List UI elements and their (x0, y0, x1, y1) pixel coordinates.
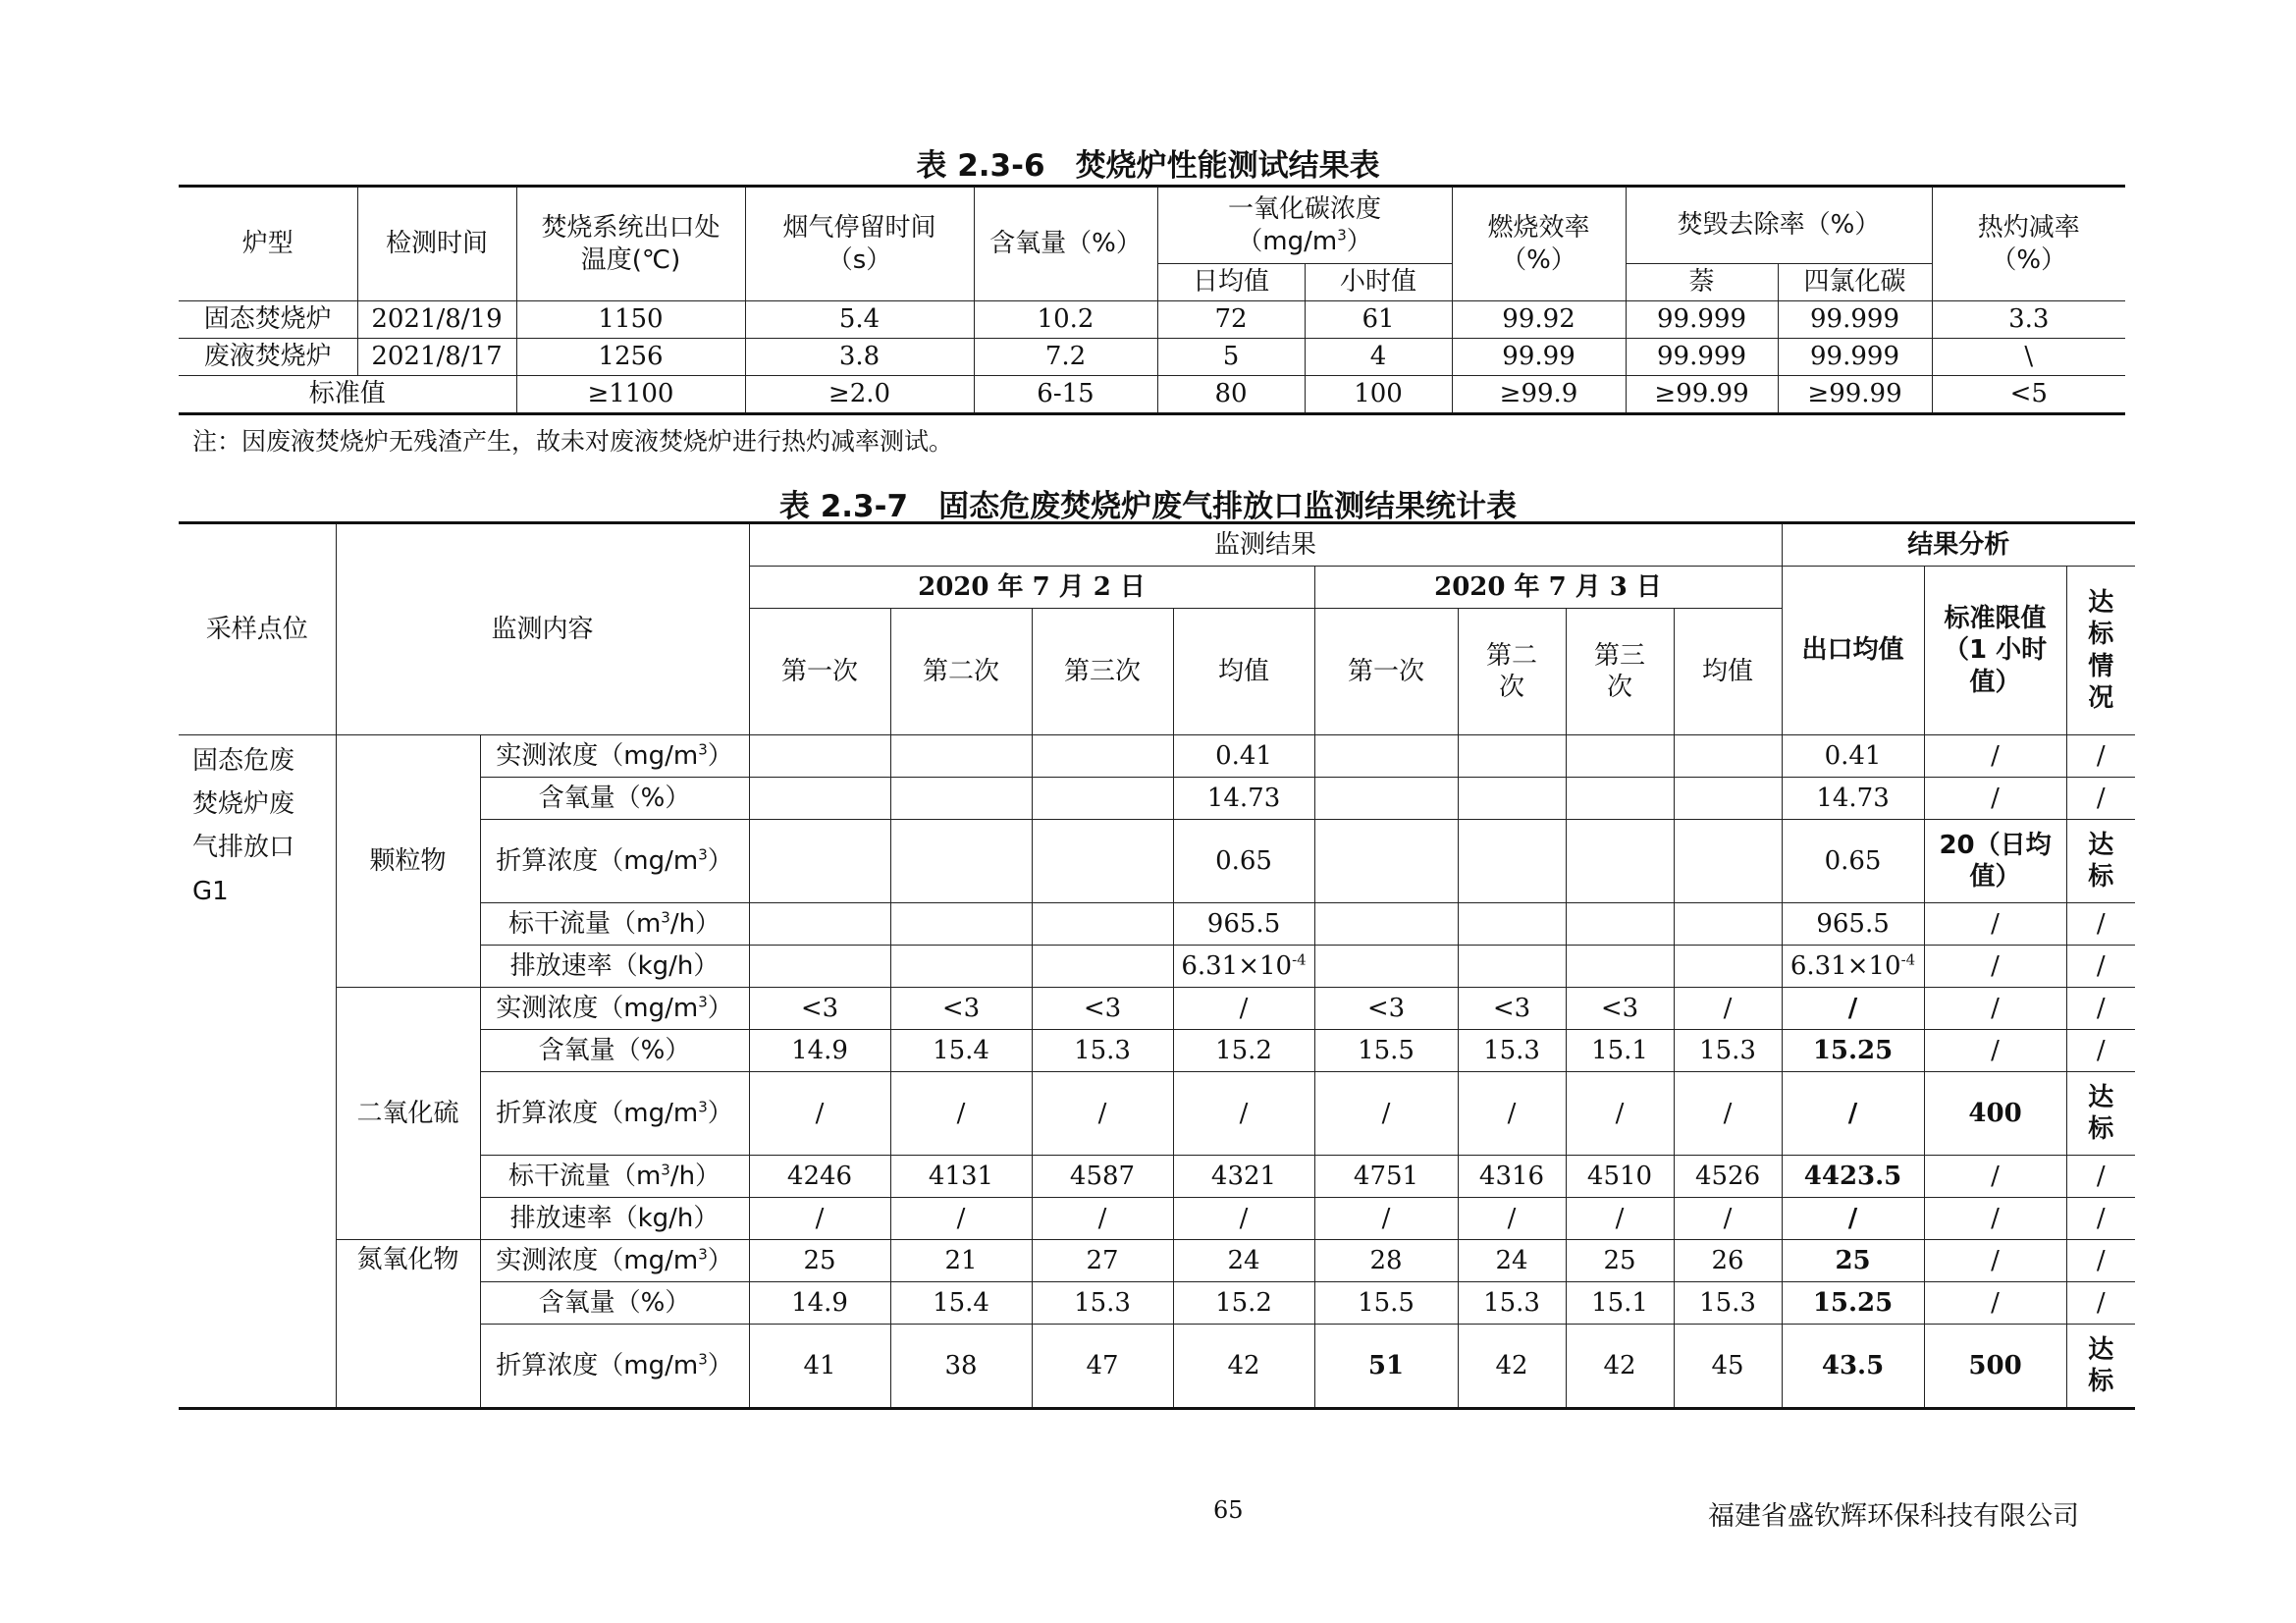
location-cell (179, 735, 336, 1409)
slash: / (2066, 778, 2135, 820)
cell-temp: 1256 (516, 339, 745, 376)
header-first: 第一次 (1314, 609, 1458, 735)
group-pm: 颗粒物 (336, 735, 480, 988)
value-cell: 25 (1782, 1240, 1924, 1282)
item-rate: 排放速率（kg/h） (480, 946, 749, 988)
header-second: 第二次 (1458, 609, 1566, 735)
value-cell: / (1782, 988, 1924, 1030)
value-cell: 24 (1458, 1240, 1566, 1282)
value-cell: 15.2 (1173, 1282, 1314, 1325)
value-cell: / (1566, 1072, 1674, 1156)
rate-base: 6.31×10 (1181, 950, 1293, 981)
header-content: 监测内容 (336, 523, 749, 735)
table1-note: 注：因废液焚烧炉无残渣产生，故未对废液焚烧炉进行热灼减率测试。 (192, 427, 954, 456)
item-converted (480, 1072, 749, 1156)
value-cell: 4246 (749, 1156, 890, 1198)
cell-efficiency: 99.99 (1452, 339, 1626, 376)
value-cell: / (1032, 1198, 1173, 1240)
item-close: /h） (669, 1161, 721, 1191)
value-cell: / (1924, 1240, 2066, 1282)
item-converted (480, 1325, 749, 1409)
value-cell: / (749, 1072, 890, 1156)
sup: 3 (698, 993, 708, 1011)
pm-rate-out (1782, 946, 1924, 988)
item-converted (480, 820, 749, 903)
page-number: 65 (1213, 1496, 1244, 1524)
value-cell: / (1173, 1198, 1314, 1240)
company-name: 福建省盛钦辉环保科技有限公司 (1708, 1501, 2079, 1532)
cell-co-daily: 72 (1157, 301, 1305, 339)
header-compliance: 达标情况 (2066, 567, 2135, 735)
value-cell: / (1924, 1156, 2066, 1198)
cell-std-residence: ≥2.0 (745, 376, 974, 414)
slash: / (1924, 735, 2066, 778)
item-rate: 排放速率（kg/h） (480, 1198, 749, 1240)
value-cell: / (1674, 1072, 1782, 1156)
value-cell: 28 (1314, 1240, 1458, 1282)
cell-loi: \ (1932, 339, 2125, 376)
value-cell: 42 (1566, 1325, 1674, 1409)
table-row (179, 301, 2125, 339)
cell-std-temp: ≥1100 (516, 376, 745, 414)
value-cell: 15.1 (1566, 1282, 1674, 1325)
value-cell: / (2066, 1156, 2135, 1198)
value-cell: / (2066, 1240, 2135, 1282)
cell-std-co-daily: 80 (1157, 376, 1305, 414)
header-oxygen: 含氧量（%） (974, 187, 1157, 301)
cell-co-hourly: 61 (1305, 301, 1452, 339)
value-cell: / (1032, 1072, 1173, 1156)
cell-standard-label: 标准值 (179, 376, 516, 414)
pm-flow-mean: 965.5 (1173, 903, 1314, 946)
sup: 3 (698, 1350, 708, 1369)
pm-converted-limit: 20（日均值） (1924, 820, 2066, 903)
item-measured (480, 988, 749, 1030)
cell-oxygen: 7.2 (974, 339, 1157, 376)
value-cell: 41 (749, 1325, 890, 1409)
slash: / (1924, 946, 2066, 988)
cell-furnace: 固态焚烧炉 (179, 301, 357, 339)
header-co-daily: 日均值 (1157, 264, 1305, 301)
value-cell: 达标 (2066, 1325, 2135, 1409)
value-cell: <3 (749, 988, 890, 1030)
cell-efficiency: 99.92 (1452, 301, 1626, 339)
value-cell: / (2066, 1282, 2135, 1325)
value-cell: / (1674, 988, 1782, 1030)
header-day1: 2020 年 7 月 2 日 (749, 567, 1314, 609)
slash: / (2066, 903, 2135, 946)
item-measured (480, 735, 749, 778)
header-loi: 热灼减率（%） (1932, 187, 2125, 301)
table-row (179, 339, 2125, 376)
sup: 3 (661, 908, 670, 927)
header-third: 第三次 (1566, 609, 1674, 735)
cell-co-hourly: 4 (1305, 339, 1452, 376)
item-label: 折算浓度（mg/m (496, 1350, 699, 1380)
value-cell: / (2066, 1030, 2135, 1072)
slash: / (2066, 946, 2135, 988)
value-cell: 47 (1032, 1325, 1173, 1409)
cell-std-oxygen: 6-15 (974, 376, 1157, 414)
cell-co-daily: 5 (1157, 339, 1305, 376)
value-cell: / (1674, 1198, 1782, 1240)
item-flow (480, 903, 749, 946)
sup: 3 (698, 1245, 708, 1264)
value-cell: 26 (1674, 1240, 1782, 1282)
slash: / (2066, 735, 2135, 778)
group-nox: 氮氧化物 (336, 1240, 480, 1409)
cell-std-naph: ≥99.99 (1626, 376, 1778, 414)
cell-time: 2021/8/19 (357, 301, 516, 339)
value-cell: 21 (890, 1240, 1032, 1282)
value-cell: 42 (1173, 1325, 1314, 1409)
cell-loi: 3.3 (1932, 301, 2125, 339)
value-cell: 4510 (1566, 1156, 1674, 1198)
value-cell: 45 (1674, 1325, 1782, 1409)
header-efficiency: 燃烧效率（%） (1452, 187, 1626, 301)
item-close: ） (707, 1350, 733, 1380)
item-label: 实测浓度（mg/m (496, 1245, 699, 1275)
sup: 3 (698, 1098, 708, 1116)
cell-temp: 1150 (516, 301, 745, 339)
item-close: /h） (669, 908, 721, 939)
item-close: ） (707, 845, 733, 876)
standard-row (179, 376, 2125, 414)
value-cell: <3 (890, 988, 1032, 1030)
value-cell: / (1314, 1072, 1458, 1156)
pm-converted-mean: 0.65 (1173, 820, 1314, 903)
value-cell: / (1458, 1072, 1566, 1156)
value-cell: 4316 (1458, 1156, 1566, 1198)
header-outlet-mean: 出口均值 (1782, 567, 1924, 735)
pm-oxygen-mean: 14.73 (1173, 778, 1314, 820)
value-cell: 4131 (890, 1156, 1032, 1198)
value-cell: 25 (749, 1240, 890, 1282)
header-co-name: 一氧化碳浓度 (1228, 194, 1382, 224)
value-cell: 15.25 (1782, 1282, 1924, 1325)
rate-exp: -4 (1900, 950, 1916, 969)
rate-base: 6.31×10 (1789, 950, 1901, 981)
incinerator-performance-table (179, 185, 2125, 415)
value-cell: 24 (1173, 1240, 1314, 1282)
sup: 3 (661, 1161, 670, 1179)
header-location: 采样点位 (179, 523, 336, 735)
item-oxygen: 含氧量（%） (480, 1282, 749, 1325)
cell-ccl4: 99.999 (1778, 301, 1932, 339)
value-cell: <3 (1314, 988, 1458, 1030)
cell-naph: 99.999 (1626, 301, 1778, 339)
co-unit-sup: 3 (1337, 225, 1347, 243)
header-limit: 标准限值（1 小时值） (1924, 567, 2066, 735)
table1-title: 表 2.3-6 焚烧炉性能测试结果表 (916, 148, 1380, 184)
pm-rate-mean (1173, 946, 1314, 988)
item-label: 标干流量（m (507, 908, 662, 939)
cell-time: 2021/8/17 (357, 339, 516, 376)
cell-oxygen: 10.2 (974, 301, 1157, 339)
value-cell: 15.3 (1674, 1030, 1782, 1072)
header-second: 第二次 (890, 609, 1032, 735)
cell-std-co-hourly: 100 (1305, 376, 1452, 414)
pm-oxygen-out: 14.73 (1782, 778, 1924, 820)
value-cell: 43.5 (1782, 1325, 1924, 1409)
header-co-unit (1158, 226, 1452, 258)
value-cell: 4321 (1173, 1156, 1314, 1198)
value-cell: / (1314, 1198, 1458, 1240)
pm-converted-ok: 达标 (2066, 820, 2135, 903)
item-flow (480, 1156, 749, 1198)
item-close: ） (707, 740, 733, 771)
so2-measured-row (179, 988, 2135, 1030)
value-cell: 27 (1032, 1240, 1173, 1282)
value-cell: 38 (890, 1325, 1032, 1409)
header-co (1157, 187, 1452, 264)
value-cell: 14.9 (749, 1282, 890, 1325)
item-label: 实测浓度（mg/m (496, 740, 699, 771)
value-cell: / (1924, 1282, 2066, 1325)
pm-measured-out: 0.41 (1782, 735, 1924, 778)
cell-residence: 5.4 (745, 301, 974, 339)
cell-ccl4: 99.999 (1778, 339, 1932, 376)
value-cell: / (1458, 1198, 1566, 1240)
value-cell: 4587 (1032, 1156, 1173, 1198)
header-third: 第三次 (1032, 609, 1173, 735)
value-cell: 15.3 (1458, 1030, 1566, 1072)
header-ccl4: 四氯化碳 (1778, 264, 1932, 301)
value-cell: 15.3 (1032, 1282, 1173, 1325)
value-cell: / (2066, 988, 2135, 1030)
value-cell: / (749, 1198, 890, 1240)
value-cell: / (1924, 1030, 2066, 1072)
value-cell: 达标 (2066, 1072, 2135, 1156)
value-cell: 500 (1924, 1325, 2066, 1409)
value-cell: 51 (1314, 1325, 1458, 1409)
cell-std-loi: <5 (1932, 376, 2125, 414)
value-cell: 15.3 (1674, 1282, 1782, 1325)
value-cell: 15.3 (1032, 1030, 1173, 1072)
table2-title: 表 2.3-7 固态危废焚烧炉废气排放口监测结果统计表 (778, 489, 1518, 524)
header-day2: 2020 年 7 月 3 日 (1314, 567, 1782, 609)
value-cell: 15.5 (1314, 1030, 1458, 1072)
value-cell: 15.25 (1782, 1030, 1924, 1072)
item-oxygen: 含氧量（%） (480, 778, 749, 820)
nox-measured-row (179, 1240, 2135, 1282)
item-close: ） (707, 1098, 733, 1128)
header-naphthalene: 萘 (1626, 264, 1778, 301)
sup: 3 (698, 845, 708, 864)
value-cell: / (890, 1198, 1032, 1240)
value-cell: 400 (1924, 1072, 2066, 1156)
value-cell: 42 (1458, 1325, 1566, 1409)
value-cell: 15.5 (1314, 1282, 1458, 1325)
value-cell: 4423.5 (1782, 1156, 1924, 1198)
item-close: ） (707, 1245, 733, 1275)
cell-furnace: 废液焚烧炉 (179, 339, 357, 376)
value-cell: 15.1 (1566, 1030, 1674, 1072)
item-oxygen: 含氧量（%） (480, 1030, 749, 1072)
value-cell: 15.4 (890, 1030, 1032, 1072)
value-cell: / (1173, 1072, 1314, 1156)
header-temp: 焚烧系统出口处温度(℃) (516, 187, 745, 301)
value-cell: 15.4 (890, 1282, 1032, 1325)
rate-exp: -4 (1292, 950, 1307, 969)
header-mean: 均值 (1674, 609, 1782, 735)
cell-residence: 3.8 (745, 339, 974, 376)
header-results: 监测结果 (749, 523, 1782, 567)
slash: / (1924, 903, 2066, 946)
value-cell: / (2066, 1198, 2135, 1240)
value-cell: <3 (1566, 988, 1674, 1030)
value-cell: / (1924, 988, 2066, 1030)
value-cell: 15.2 (1173, 1030, 1314, 1072)
header-co-hourly: 小时值 (1305, 264, 1452, 301)
slash: / (1924, 778, 2066, 820)
header-residence: 烟气停留时间（s） (745, 187, 974, 301)
sup: 3 (698, 740, 708, 759)
cell-std-ccl4: ≥99.99 (1778, 376, 1932, 414)
value-cell: 15.3 (1458, 1282, 1566, 1325)
co-unit-base: （mg/m (1237, 226, 1338, 256)
value-cell: <3 (1458, 988, 1566, 1030)
item-measured (480, 1240, 749, 1282)
value-cell: <3 (1032, 988, 1173, 1030)
item-label: 实测浓度（mg/m (496, 993, 699, 1023)
header-first: 第一次 (749, 609, 890, 735)
value-cell: 4751 (1314, 1156, 1458, 1198)
value-cell: 25 (1566, 1240, 1674, 1282)
value-cell: / (1566, 1198, 1674, 1240)
header-removal: 焚毁去除率（%） (1626, 187, 1932, 264)
item-label: 标干流量（m (507, 1161, 662, 1191)
location-value: 固态危废焚烧炉废气排放口G1 (192, 746, 295, 906)
header-analysis: 结果分析 (1782, 523, 2135, 567)
cell-std-efficiency: ≥99.9 (1452, 376, 1626, 414)
value-cell: / (1782, 1072, 1924, 1156)
value-cell: / (890, 1072, 1032, 1156)
cell-naph: 99.999 (1626, 339, 1778, 376)
pm-measured-mean: 0.41 (1173, 735, 1314, 778)
value-cell: 14.9 (749, 1030, 890, 1072)
item-label: 折算浓度（mg/m (496, 845, 699, 876)
item-label: 折算浓度（mg/m (496, 1098, 699, 1128)
header-time: 检测时间 (357, 187, 516, 301)
group-so2: 二氧化硫 (336, 988, 480, 1240)
pm-flow-out: 965.5 (1782, 903, 1924, 946)
pm-converted-out: 0.65 (1782, 820, 1924, 903)
header-mean: 均值 (1173, 609, 1314, 735)
header-furnace: 炉型 (179, 187, 357, 301)
co-unit-end: ） (1346, 226, 1372, 256)
value-cell: / (1782, 1198, 1924, 1240)
value-cell: / (1924, 1198, 2066, 1240)
exhaust-monitoring-table (179, 521, 2135, 1410)
value-cell: / (1173, 988, 1314, 1030)
item-close: ） (707, 993, 733, 1023)
value-cell: 4526 (1674, 1156, 1782, 1198)
